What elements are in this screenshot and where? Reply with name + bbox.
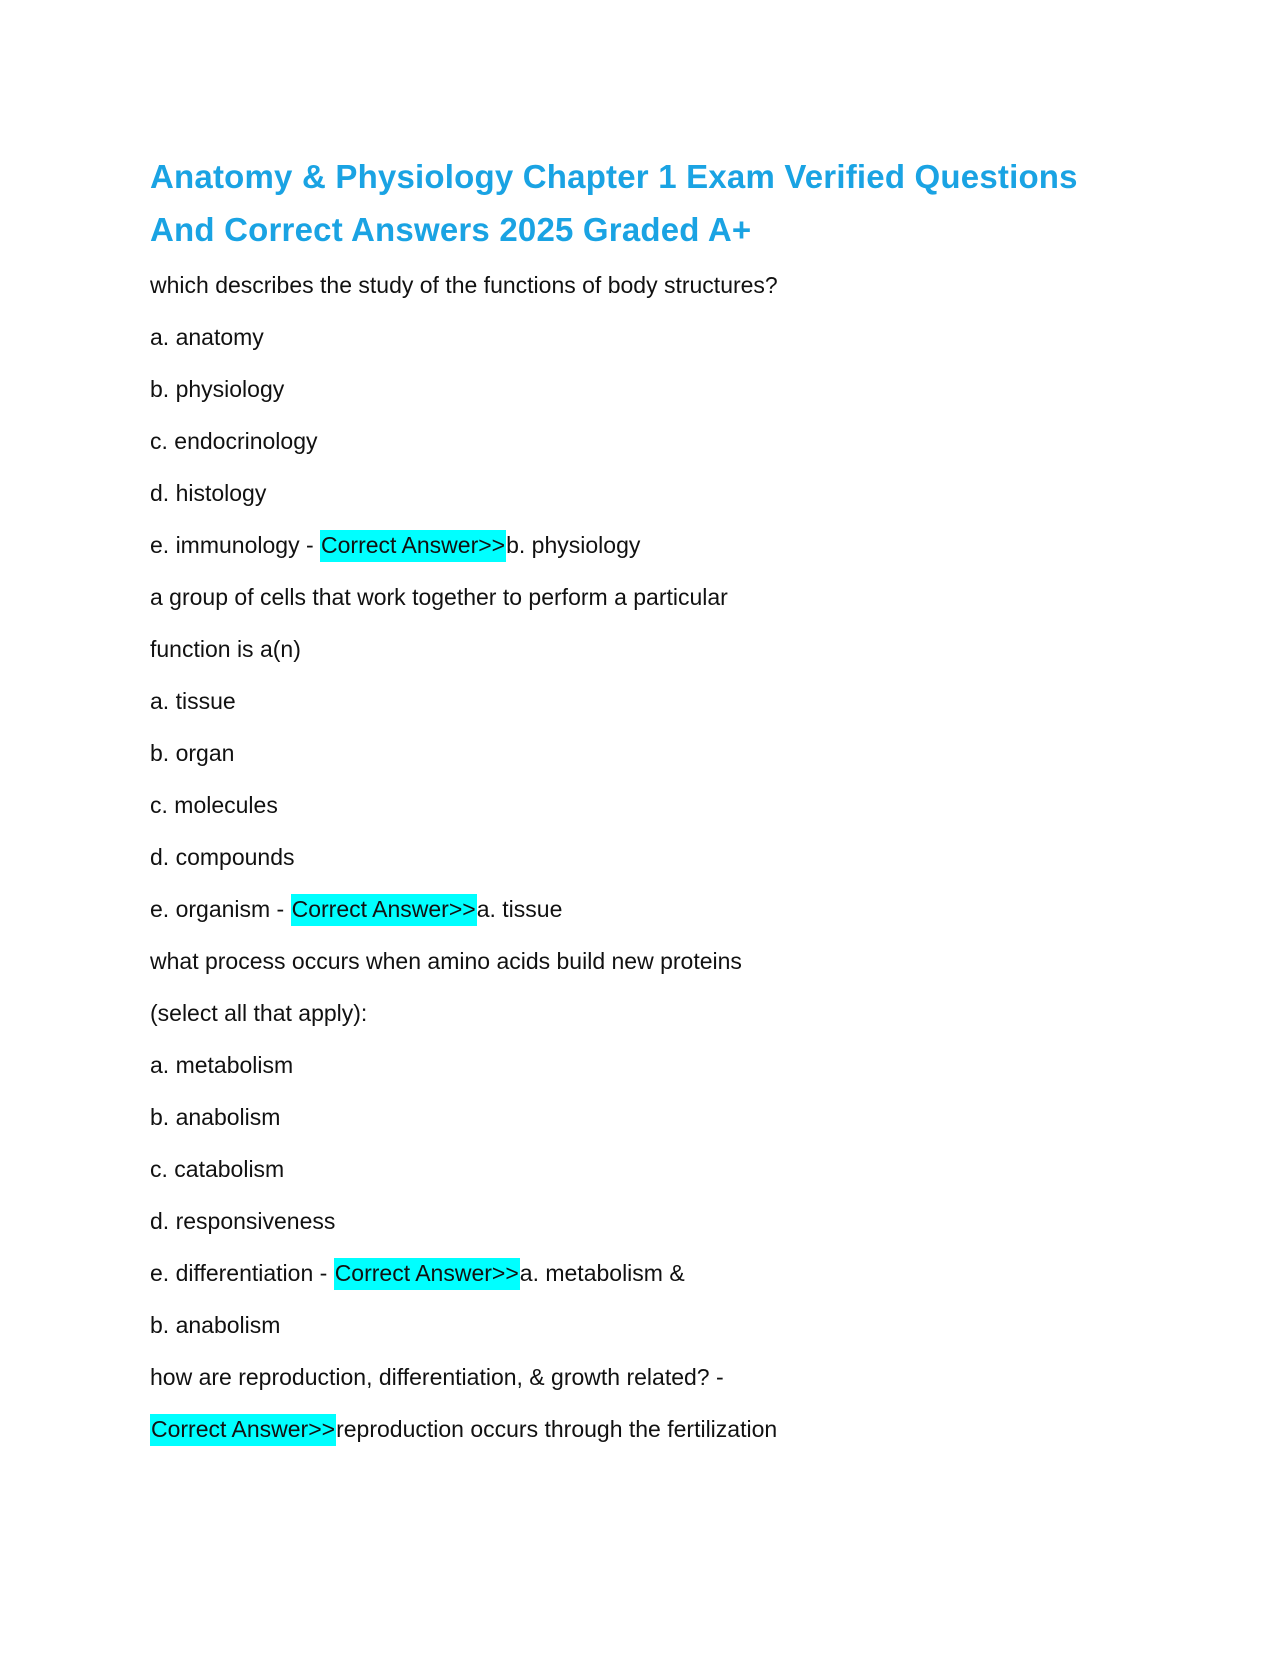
- question-3-prompt-line-2: (select all that apply):: [150, 1000, 368, 1026]
- question-3-option-d: d. responsiveness: [150, 1208, 336, 1234]
- question-2-prompt-line-2: function is a(n): [150, 636, 301, 662]
- question-1-option-e: e. immunology -: [150, 532, 321, 558]
- question-2-answer-line: [150, 894, 562, 924]
- question-3-answer-line: [150, 1258, 685, 1288]
- question-1-prompt: which describes the study of the functions of body structures?: [150, 272, 778, 298]
- question-1-option-a: a. anatomy: [150, 324, 264, 350]
- question-1-option-d: d. histology: [150, 480, 267, 506]
- question-2-option-c: c. molecules: [150, 792, 278, 818]
- question-1-option-c: c. endocrinology: [150, 428, 318, 454]
- question-4-answer-line: [150, 1414, 777, 1444]
- question-2-option-e: e. organism -: [150, 896, 291, 922]
- question-3-answer-line-2: b. anabolism: [150, 1312, 281, 1338]
- question-1-answer-line: [150, 530, 640, 560]
- correct-answer-tag: Correct Answer>>: [334, 1258, 520, 1290]
- question-2-prompt-line-1: a group of cells that work together to perform a particular: [150, 584, 728, 610]
- correct-answer-tag: Correct Answer>>: [320, 530, 506, 562]
- question-2-answer: a. tissue: [476, 896, 563, 922]
- question-1-option-b: b. physiology: [150, 376, 285, 402]
- question-1-answer: b. physiology: [506, 532, 641, 558]
- question-2-option-b: b. organ: [150, 740, 235, 766]
- question-4-prompt: how are reproduction, differentiation, & growth related? -: [150, 1364, 724, 1390]
- question-3-option-c: c. catabolism: [150, 1156, 285, 1182]
- question-3-option-e: e. differentiation -: [150, 1260, 334, 1286]
- question-3-answer-line-1: a. metabolism &: [519, 1260, 685, 1286]
- question-2-option-a: a. tissue: [150, 688, 236, 714]
- document-title: Anatomy & Physiology Chapter 1 Exam Verified Questions And Correct Answers 2025 Graded A+: [150, 158, 1078, 248]
- question-3-option-b: b. anabolism: [150, 1104, 281, 1130]
- question-3-prompt-line-1: what process occurs when amino acids build new proteins: [150, 948, 742, 974]
- question-2-option-d: d. compounds: [150, 844, 295, 870]
- question-3-option-a: a. metabolism: [150, 1052, 294, 1078]
- correct-answer-tag: Correct Answer>>: [291, 894, 477, 926]
- correct-answer-tag: Correct Answer>>: [150, 1414, 336, 1446]
- question-4-answer: reproduction occurs through the fertilization: [336, 1416, 778, 1442]
